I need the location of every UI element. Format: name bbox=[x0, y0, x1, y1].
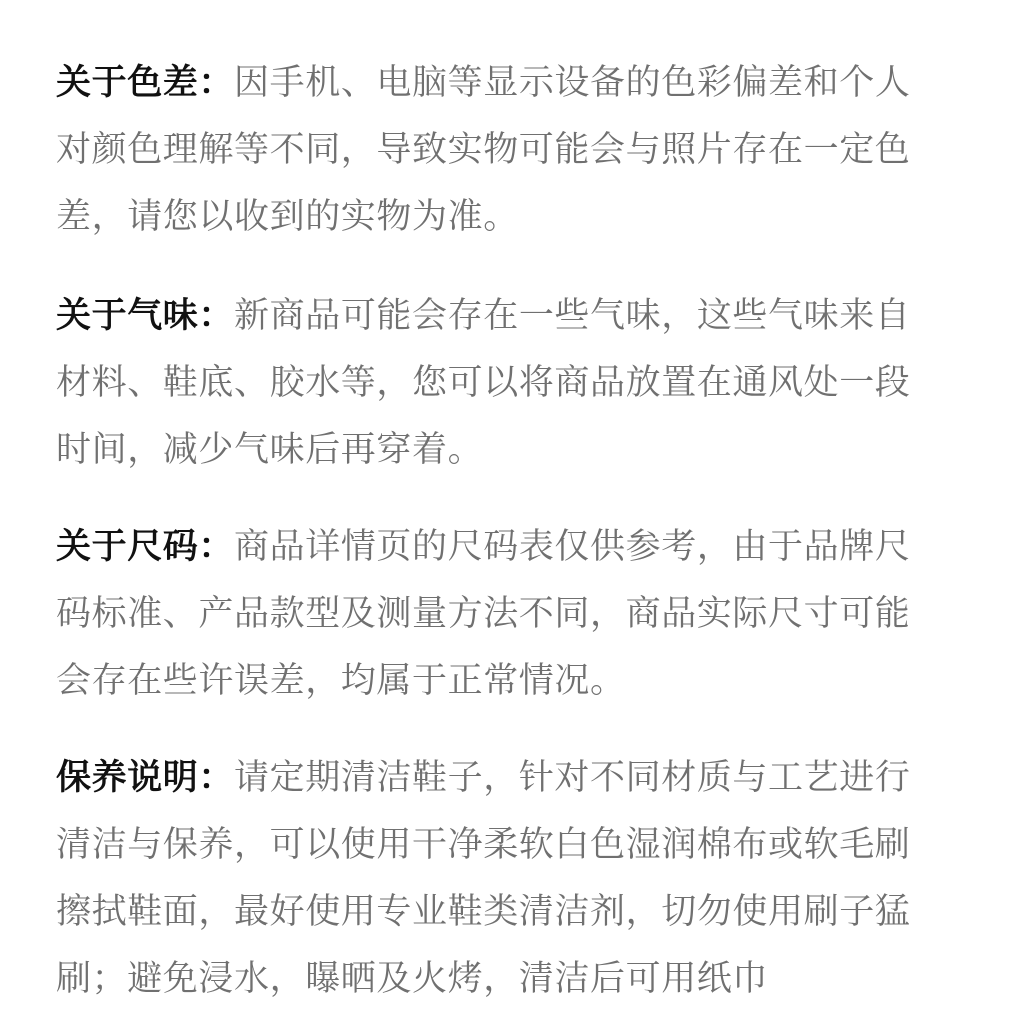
size-text: 商品详情页的尺码表仅供参考，由于品牌尺码标准、产品款型及测量方法不同，商品实际尺寸可能会存在些许误差，均属于正常情况。 bbox=[56, 527, 911, 701]
color-difference-section bbox=[56, 50, 942, 251]
partial-top-text bbox=[56, 0, 942, 10]
color-difference-label: 关于色差： bbox=[56, 63, 235, 103]
color-difference-text: 因手机、电脑等显示设备的色彩偏差和个人对颜色理解等不同，导致实物可能会与照片存在一定色差，请您以收到的实物为准。 bbox=[56, 63, 911, 237]
odor-section bbox=[56, 283, 942, 484]
size-label: 关于尺码： bbox=[56, 527, 235, 567]
care-text: 请定期清洁鞋子，针对不同材质与工艺进行清洁与保养，可以使用干净柔软白色湿润棉布或软毛刷擦拭鞋面，最好使用专业鞋类清洁剂，切勿使用刷子猛刷；避免浸水，曝晒及火烤，清洁后可用纸巾 bbox=[56, 758, 911, 999]
size-section bbox=[56, 514, 942, 715]
odor-label: 关于气味： bbox=[56, 296, 235, 336]
odor-text: 新商品可能会存在一些气味，这些气味来自材料、鞋底、胶水等，您可以将商品放置在通风处一段时间，减少气味后再穿着。 bbox=[56, 296, 911, 470]
care-section bbox=[56, 745, 942, 1013]
partial-top-line bbox=[56, 0, 942, 10]
care-label: 保养说明： bbox=[56, 758, 235, 798]
